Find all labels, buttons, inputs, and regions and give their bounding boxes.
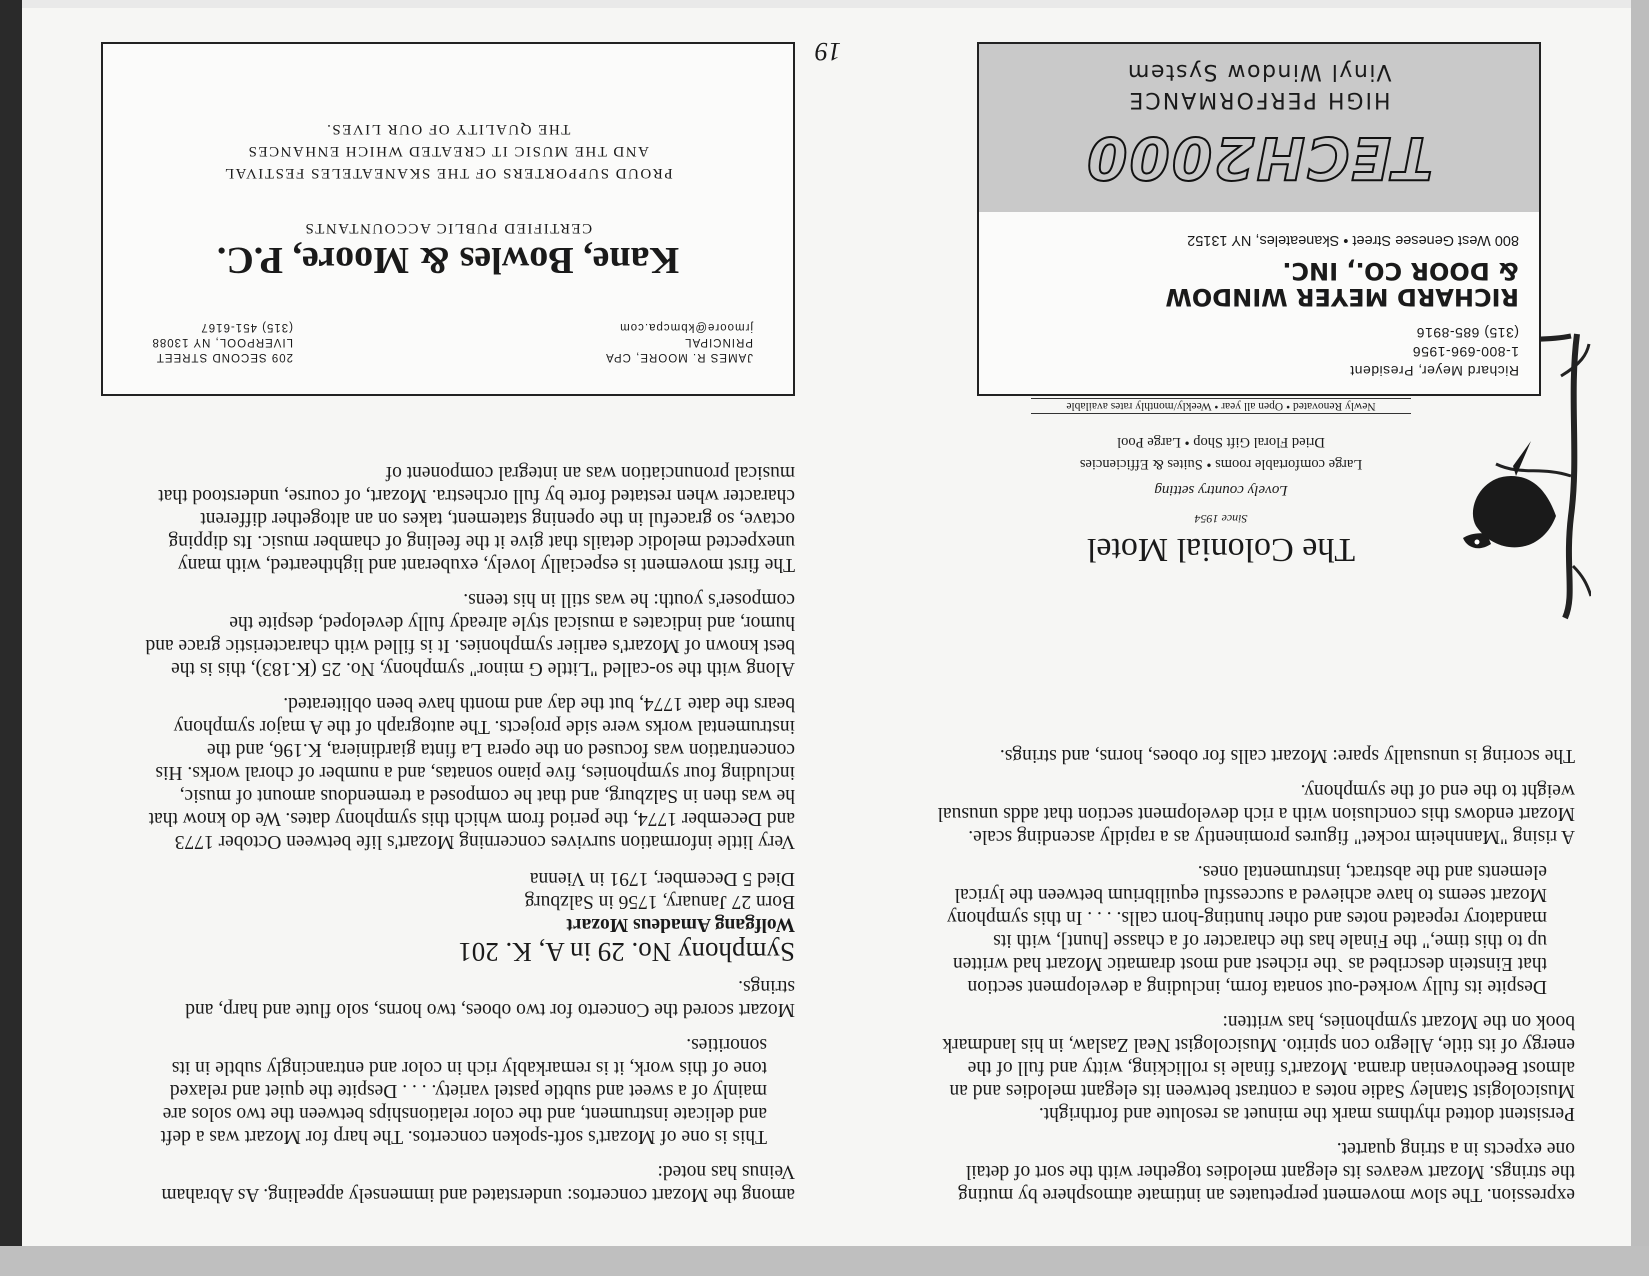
paragraph: Along with the so-called "Little G minor" symphony, No. 25 (K.183), this is the best known of Mozart's earlier symphonies. It is filled with characteristic grace and humor, and indicates a musical style already fully developed, despite the composer's youth: he was still in his teens. — [145, 589, 795, 679]
paragraph: A rising "Mannheim rocket" figures prominently as a rapidly ascending scale. Mozart endows this conclusion with a rich development section that adds unusual weight to the end of the symphony. — [937, 780, 1575, 847]
scanned-page — [22, 8, 1631, 1246]
paragraph: Very little information survives concerning Mozart's life between October 1773 and December 1774, the period from which this symphony dates. We do know that he was then in Salzburg, and that he composed a tremendous amount of music, including four symphonies, five piano sonatas, and a number of choral works. His concentration was focused on the opera La finta giardiniera, K.196, and the instrumental works were side projects. The autograph of the A major symphony bears the date 1774, but the day and month have been obliterated. — [148, 693, 795, 852]
motel-notice: Newly Renovated • Open all year • Weekly/monthly rates available — [1031, 398, 1411, 414]
bird-icon — [1463, 441, 1556, 548]
kbm-support-statement — [103, 118, 793, 184]
rmw-phone: 1-800-696-1956 — [1412, 344, 1519, 360]
rmw-phone: (315) 685-8916 — [1416, 325, 1519, 341]
rmw-tagline: HIGH PERFORMANCE — [1127, 87, 1391, 112]
rmw-address: 800 West Genesee Street • Skaneateles, NY 13152 — [1187, 232, 1519, 248]
richard-meyer-window-ad — [977, 42, 1541, 396]
scan-border-right — [1631, 0, 1649, 1276]
rmw-contact — [1350, 323, 1519, 380]
contact-line: jrmoore@kbmcpa.com — [619, 321, 753, 333]
motel-amenities: Dried Floral Gift Shop • Large Pool — [1117, 434, 1325, 450]
symphony-title: Symphony No. 29 in A, K. 201 — [458, 937, 795, 967]
tech2000-logo: TECH2000 — [1085, 124, 1433, 192]
left-text-column — [935, 732, 1575, 1206]
kbm-subtitle: CERTIFIED PUBLIC ACCOUNTANTS — [303, 220, 593, 236]
contact-line: JAMES R. MOORE, CPA — [605, 351, 753, 363]
support-line: PROUD SUPPORTERS OF THE SKANEATELES FESTIVAL — [223, 165, 673, 181]
address-line: LIVERPOOL, NY 13088 — [151, 336, 293, 348]
right-text-column — [145, 449, 795, 1206]
rmw-logo-band — [979, 44, 1539, 212]
paragraph: Mozart scored the Concerto for two oboes, two horns, solo flute and harp, and strings. — [185, 976, 795, 1020]
died-date: Died 5 December, 1791 in Vienna — [529, 868, 795, 889]
kbm-firm-name: Kane, Bowles & Moore, P.C. — [216, 239, 680, 281]
support-line: AND THE MUSIC IT CREATED WHICH ENHANCES — [247, 143, 649, 159]
motel-amenities: Large comfortable rooms • Suites & Efficiencies — [1079, 456, 1363, 472]
paragraph: The scoring is unusually spare: Mozart calls for oboes, horns, and strings. — [999, 745, 1575, 766]
scan-border-bottom — [0, 1246, 1649, 1276]
motel-title: The Colonial Motel — [1086, 531, 1356, 568]
page-number: 19 — [815, 37, 841, 66]
paragraph: expression. The slow movement perpetuates an intimate atmosphere by muting the strings. Mozart weaves its elegant melodies together with the sort of detail one expects in a string quartet. — [958, 1138, 1575, 1205]
block-quote: This is one of Mozart's soft-spoken concertos. The harp for Mozart was a deft and delicate instrument, and the color relationships between the two solos are mainly of a sweet and subtle pastel variety. . . . Despite the quiet and relaxed tone of this work, it is remarkably rich in color and entrancingly subtle in its sonorities. — [160, 1034, 767, 1147]
company-name-line: & DOOR CO., INC. — [1282, 257, 1519, 285]
motel-tagline: Lovely country setting — [1154, 482, 1288, 498]
kbm-contact-person — [605, 319, 753, 364]
address-line: (315) 451-6167 — [200, 321, 293, 333]
contact-line: PRINCIPAL — [684, 336, 753, 348]
composer-name: Wolfgang Amadeus Mozart — [566, 914, 795, 935]
rmw-company-name — [1165, 258, 1519, 310]
rmw-president: Richard Meyer, President — [1349, 363, 1519, 379]
page-content-upside-down — [22, 8, 1631, 1246]
support-line: THE QUALITY OF OUR LIVES. — [325, 121, 571, 137]
motel-since: Since 1954 — [1194, 512, 1248, 526]
scan-border-left — [0, 0, 22, 1276]
kbm-address — [151, 319, 293, 364]
paragraph: The first movement is especially lovely, exuberant and lighthearted, with many unexpected melodic details that give it the feeling of chamber music. Its dipping octave, so graceful in the opening statement, takes on an altogether different character when restated forte by full orchestra. Mozart, of course, understood that musical pronunciation was an integral component of — [158, 462, 795, 575]
paragraph: among the Mozart concertos: understated and immensely appealing. As Abraham Veinus has noted: — [161, 1161, 795, 1205]
block-quote: Despite its fully worked-out sonata form, including a development section that Einstein described as `the richest and most dramatic Mozart had written up to this time," the Finale has the character of a chasse [hunt], with its mandatory repeated notes and other hunting-horn calls. . . . In this symphony Mozart seems to have achieved a successful equilibrium between the lyrical elements and the abstract, instrumental ones. — [946, 861, 1547, 997]
composer-dates — [145, 867, 795, 913]
born-date: Born 27 January, 1756 in Salzburg — [524, 891, 795, 912]
company-name-line: RICHARD MEYER WINDOW — [1165, 283, 1519, 311]
kbm-accountants-ad — [101, 42, 795, 396]
rmw-tagline: Vinyl Window System — [1126, 59, 1392, 84]
paragraph: Persistent dotted rhythms mark the minuet as resolute and forthright. Musicologist Stanley Sadie notes a contrast between its elegant melodies and an almost Beethovenian drama. Mozart's finale is rollicking, witty and full of the energy of its title, Allegro con spirito. Musicologist Neal Zaslaw, in his landmark book on the Mozart symphonies, has written: — [942, 1011, 1575, 1124]
address-line: 209 SECOND STREET — [155, 351, 293, 363]
